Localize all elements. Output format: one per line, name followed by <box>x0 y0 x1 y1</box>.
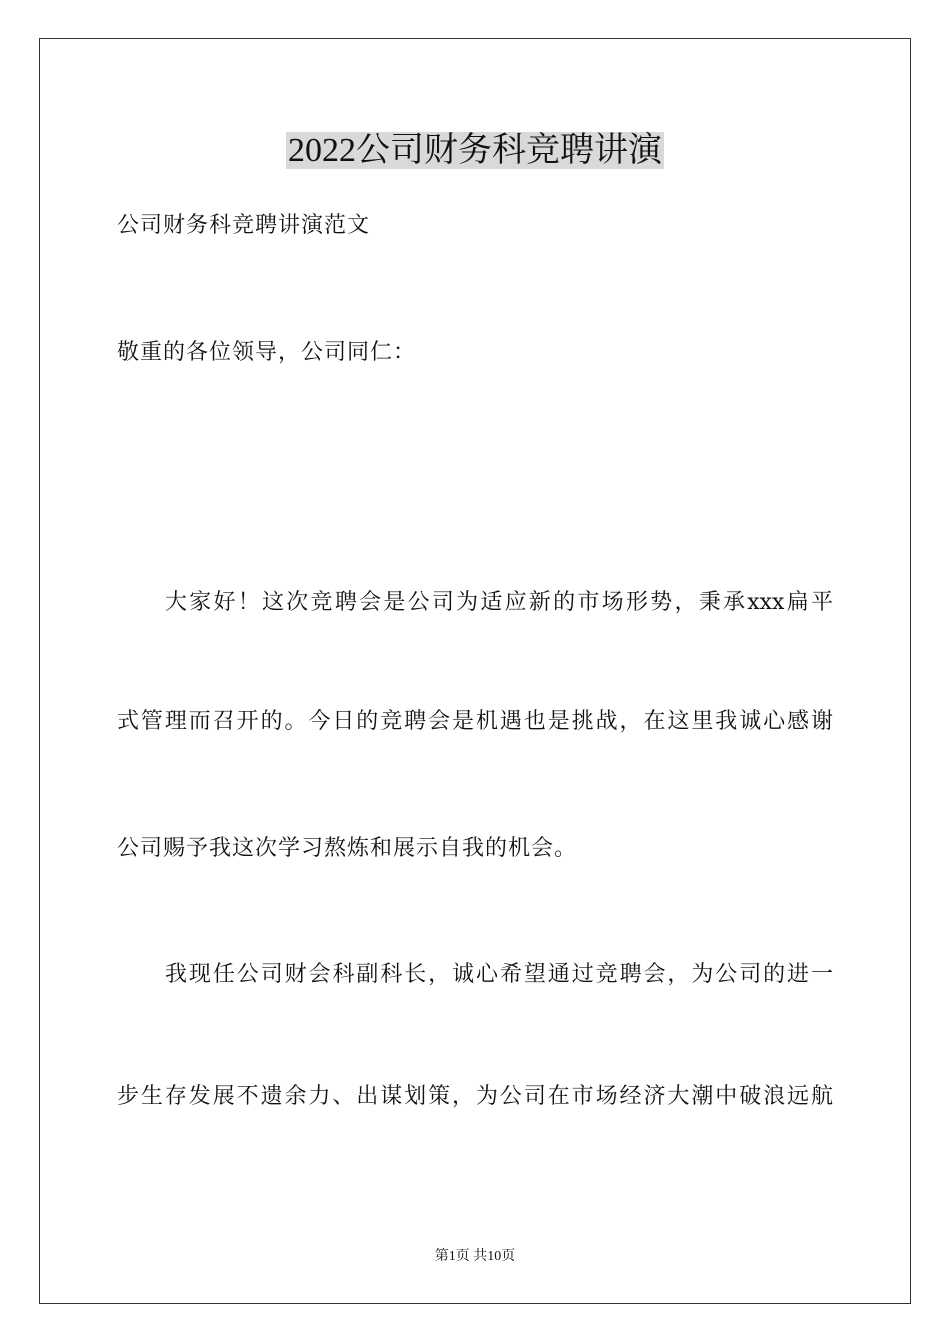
paragraph-line-5: 步生存发展不遗余力、出谋划策，为公司在市场经济大潮中破浪远航 <box>117 1084 833 1109</box>
document-title-text: 2022公司财务科竞聘讲演 <box>288 132 662 169</box>
document-title <box>0 128 950 173</box>
paragraph-line-4: 我现任公司财会科副科长，诚心希望通过竞聘会，为公司的进一 <box>165 962 833 987</box>
greeting-line: 敬重的各位领导，公司同仁： <box>117 340 417 365</box>
document-subtitle: 公司财务科竞聘讲演范文 <box>117 213 371 238</box>
page-footer: 第1页 共10页 <box>434 1249 516 1264</box>
paragraph-line-3: 公司赐予我这次学习熬炼和展示自我的机会。 <box>117 836 578 861</box>
paragraph-line-1: 大家好！这次竞聘会是公司为适应新的市场形势，秉承xxx扁平 <box>165 590 833 615</box>
paragraph-line-2: 式管理而召开的。今日的竞聘会是机遇也是挑战，在这里我诚心感谢 <box>117 709 833 734</box>
